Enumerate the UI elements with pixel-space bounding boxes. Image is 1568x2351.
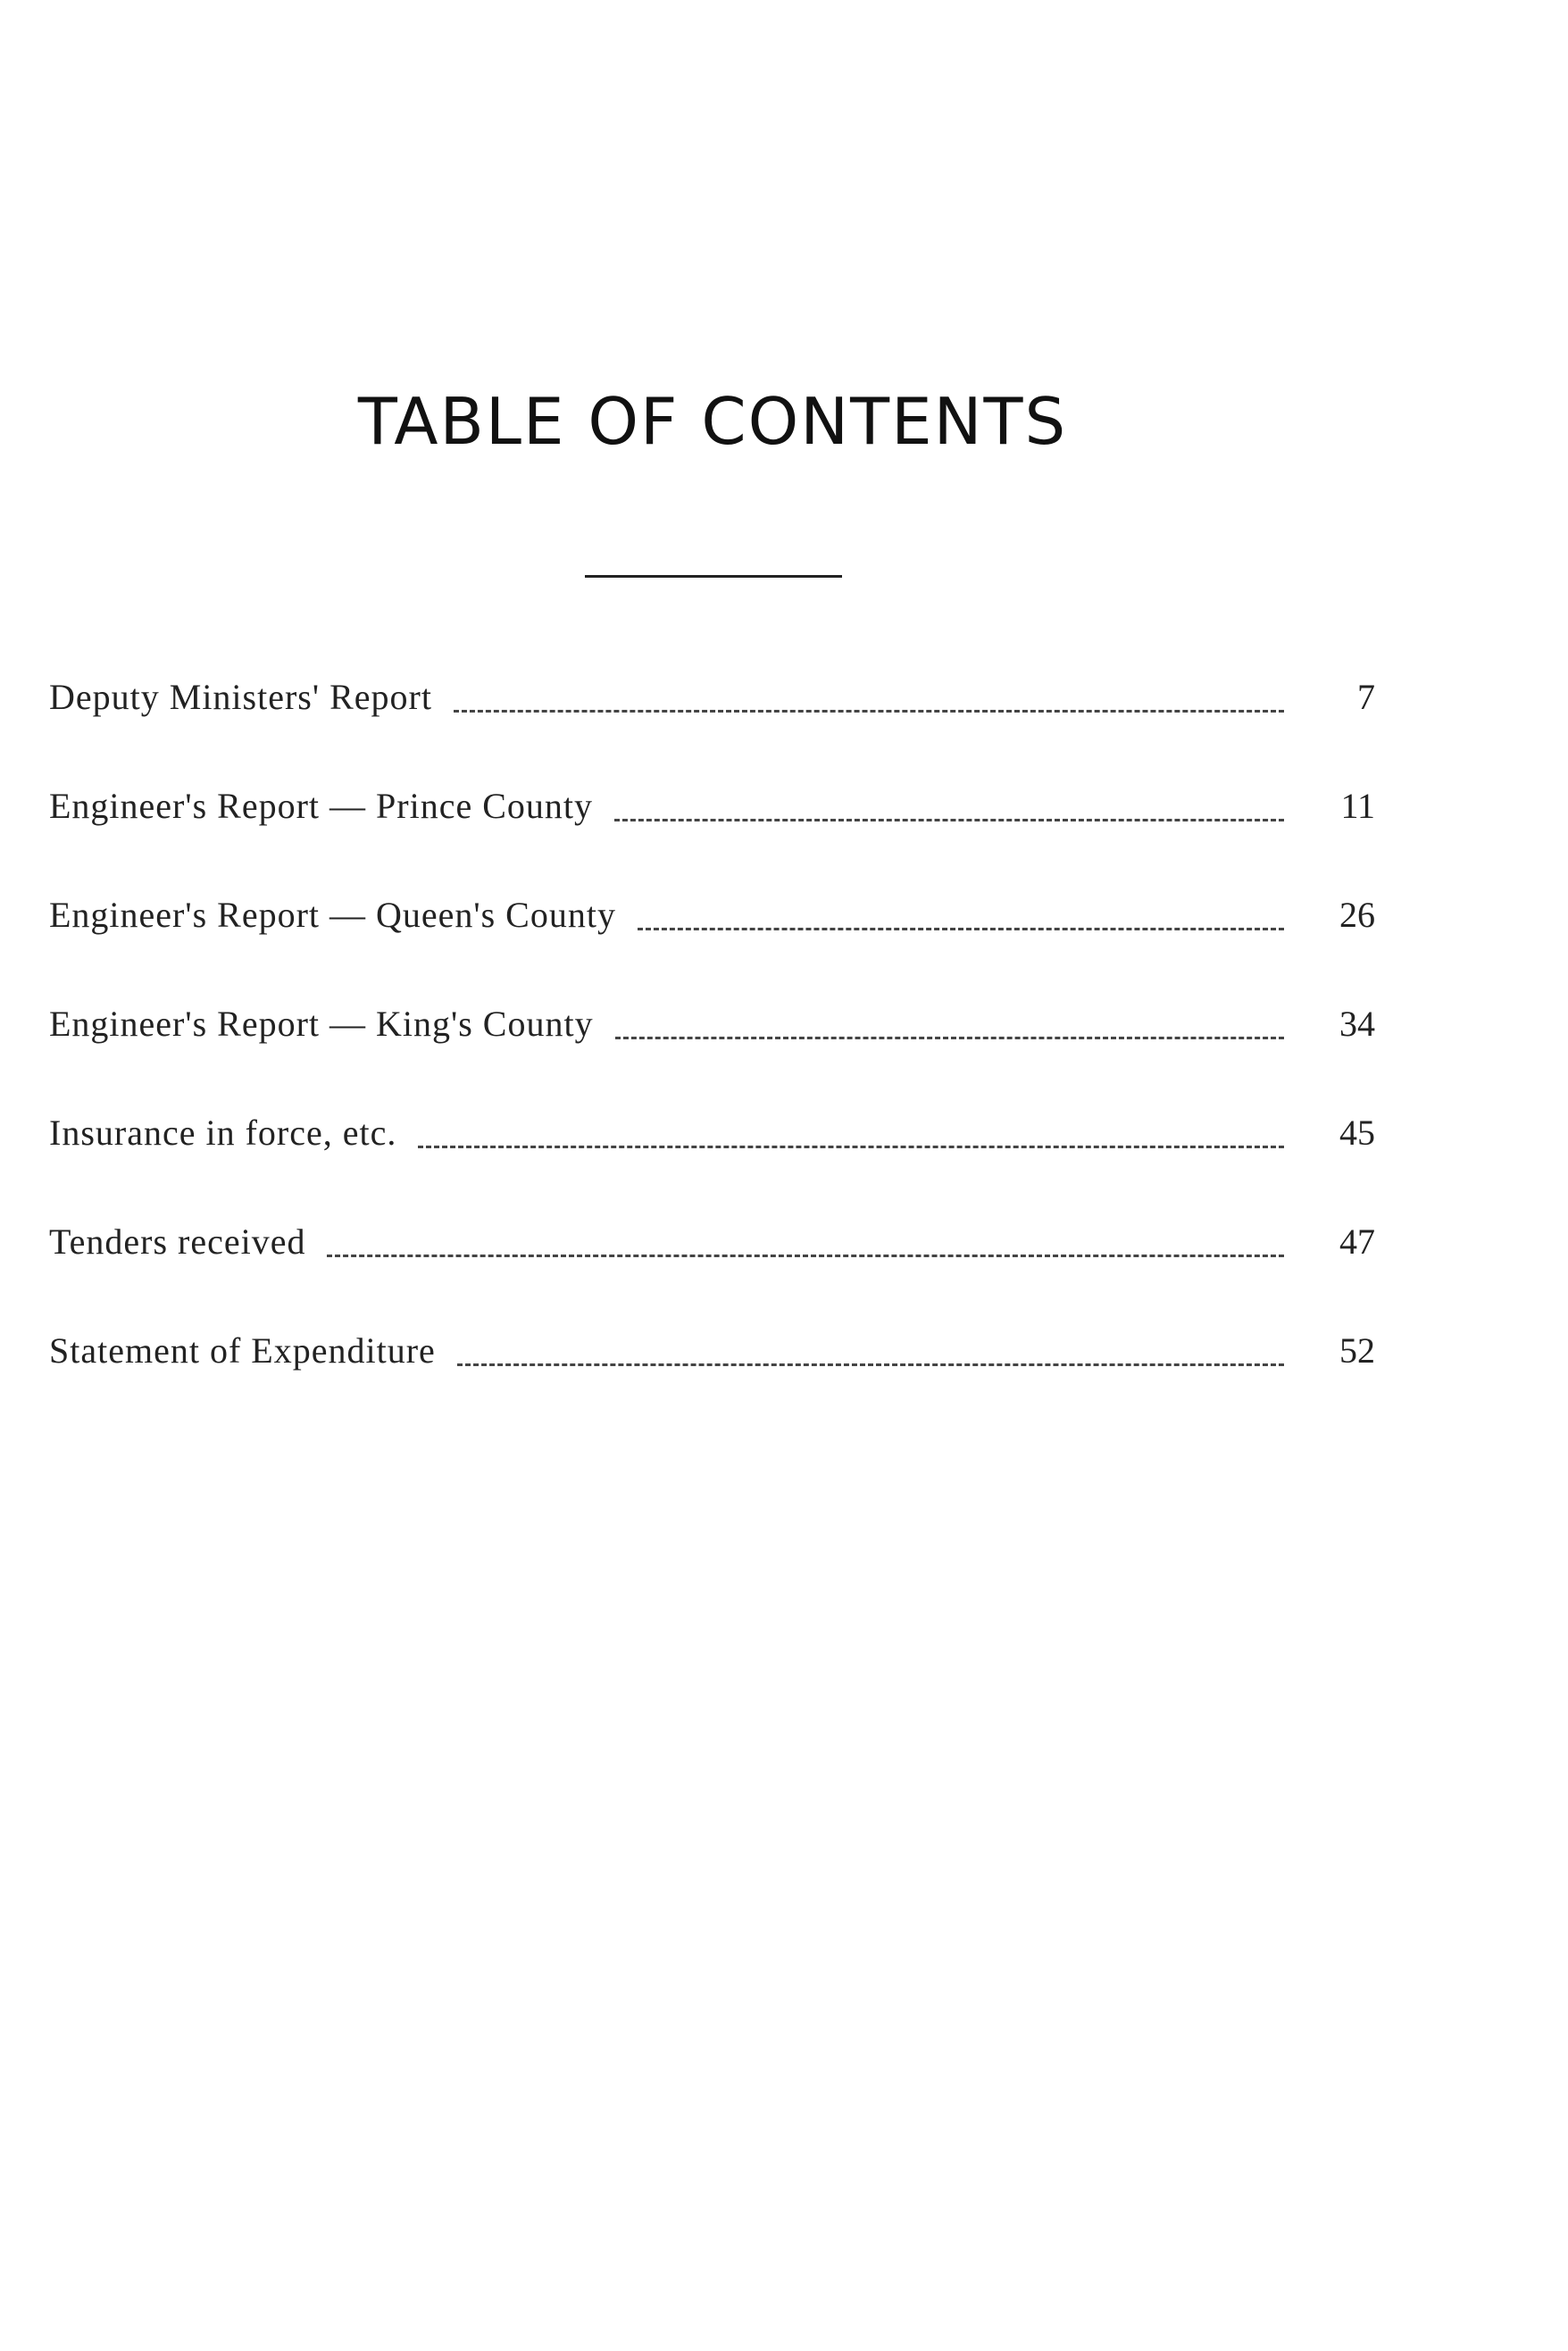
toc-entry-page: 11	[1340, 786, 1375, 826]
toc-entry	[49, 1112, 1375, 1221]
toc-entry-page: 7	[1357, 677, 1375, 717]
page-title: TABLE OF CONTENTS	[357, 384, 1068, 459]
toc-entry-label: Statement of Expenditure	[49, 1330, 436, 1371]
dot-leader	[457, 1363, 1284, 1366]
toc-entry-page: 34	[1339, 1004, 1375, 1044]
toc-entry	[49, 1330, 1375, 1438]
toc-list	[49, 676, 1375, 1438]
title-divider	[585, 575, 842, 578]
dot-leader	[418, 1146, 1284, 1148]
dot-leader	[638, 928, 1284, 930]
toc-entry-label: Engineer's Report — Queen's County	[49, 895, 616, 935]
dot-leader	[614, 819, 1284, 821]
toc-entry-label: Tenders received	[49, 1221, 306, 1262]
toc-entry	[49, 1221, 1375, 1330]
toc-entry	[49, 785, 1375, 894]
toc-entry-page: 52	[1339, 1330, 1375, 1371]
toc-entry-page: 47	[1339, 1221, 1375, 1262]
dot-leader	[615, 1037, 1284, 1039]
toc-entry-label: Engineer's Report — Prince County	[49, 786, 593, 826]
toc-entry-label: Deputy Ministers' Report	[49, 677, 432, 717]
toc-entry-label: Engineer's Report — King's County	[49, 1004, 594, 1044]
toc-entry-page: 45	[1339, 1113, 1375, 1153]
dot-leader	[327, 1255, 1284, 1257]
toc-entry	[49, 676, 1375, 785]
dot-leader	[454, 710, 1284, 713]
toc-entry-label: Insurance in force, etc.	[49, 1113, 397, 1153]
toc-entry-page: 26	[1339, 895, 1375, 935]
toc-entry	[49, 894, 1375, 1003]
toc-entry	[49, 1003, 1375, 1112]
